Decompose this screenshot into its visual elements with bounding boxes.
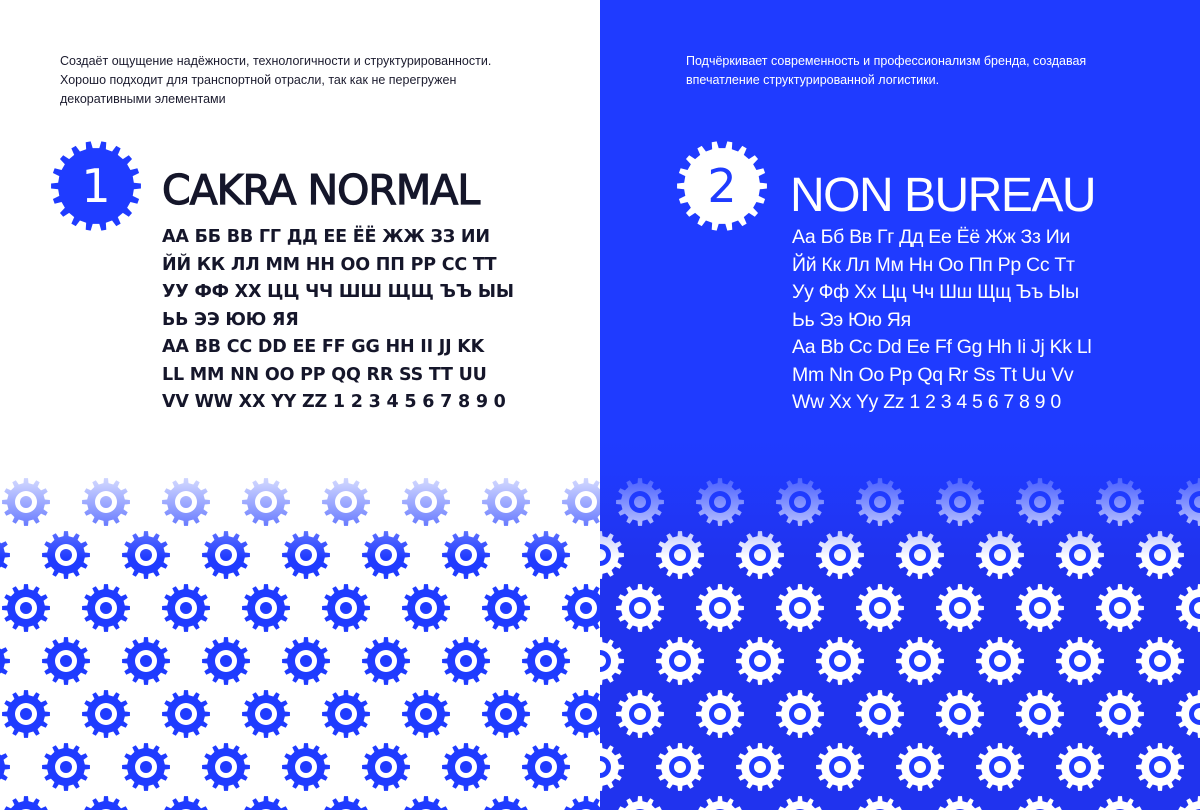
glyph-line: Mm Nn Oo Pp Qq Rr Ss Tt Uu Vv: [792, 363, 1074, 386]
glyph-line: AA BB CC DD EE FF GG HH II JJ KK: [162, 337, 485, 357]
glyph-line: АА ББ ВВ ГГ ДД ЕЕ ЁЁ ЖЖ ЗЗ ИИ: [162, 227, 490, 247]
glyph-line: Аа Бб Вв Гг Дд Ее Ёё Жж Зз Ии: [792, 226, 1071, 248]
glyph-line: УУ ФФ ХХ ЦЦ ЧЧ ШШ ЩЩ ЪЪ ЫЫ: [162, 282, 514, 302]
font-name-title: CAKRA NORMAL: [162, 166, 480, 214]
glyph-sample: [792, 224, 1091, 417]
badge-number-label: 1: [81, 159, 111, 213]
glyph-sample: [162, 224, 514, 417]
badge-number-1: [50, 140, 142, 232]
font-name-title: NON BUREAU: [790, 169, 1096, 222]
font-description: Подчёркивает современность и профессионализм бренда, создавая впечатление структурированной логистики.: [686, 54, 1087, 87]
badge-number-label: 2: [707, 159, 737, 213]
glyph-line: Aa Bb Cc Dd Ee Ff Gg Hh Ii Jj Kk Ll: [792, 336, 1092, 358]
gear-pattern: [600, 440, 1200, 810]
glyph-line: Ьь Ээ Юю Яя: [792, 308, 911, 331]
glyph-line: ЬЬ ЭЭ ЮЮ ЯЯ: [162, 309, 299, 330]
glyph-line: Уу Фф Хх Цц Чч Шш Щщ Ъъ Ыы: [792, 281, 1079, 303]
badge-number-2: [676, 140, 768, 232]
glyph-line: ЙЙ КК ЛЛ ММ НН ОО ПП РР СС ТТ: [162, 254, 497, 275]
glyph-line: Йй Кк Лл Мм Нн Оо Пп Рр Сс Тт: [792, 253, 1075, 276]
font-description: Создаёт ощущение надёжности, технологичности и структурированности. Хорошо подходит для транспортной отрасли, так как не перегружен декоративными элементами: [60, 54, 492, 106]
glyph-line: LL MM NN OO PP QQ RR SS TT UU: [162, 364, 487, 385]
gear-pattern: [0, 440, 600, 810]
font-panel-nonbureau: [600, 0, 1200, 810]
glyph-line: Ww Xx Yy Zz 1 2 3 4 5 6 7 8 9 0: [792, 391, 1061, 413]
glyph-line: VV WW XX YY ZZ 1 2 3 4 5 6 7 8 9 0: [162, 392, 506, 412]
